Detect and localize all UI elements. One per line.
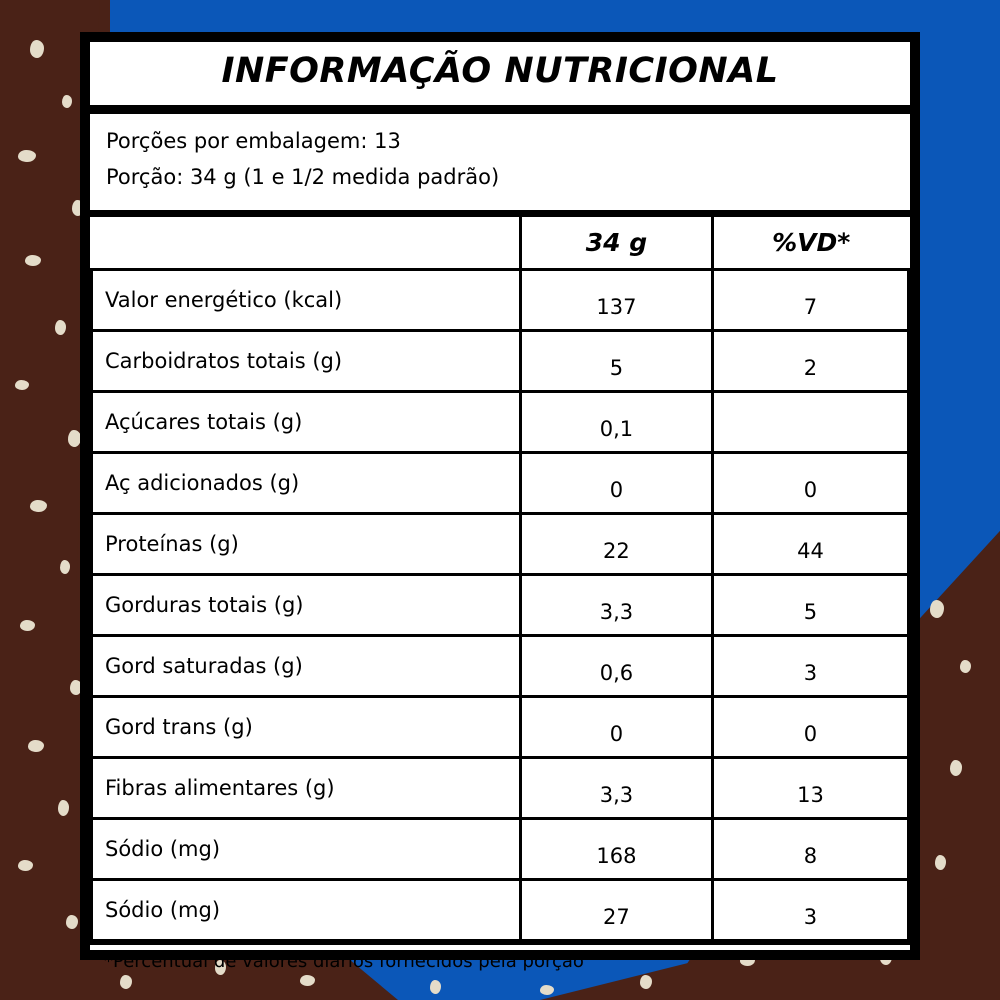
nutrient-amount: 0: [520, 696, 712, 757]
nutrition-table-wrapper: [90, 217, 910, 942]
nutrient-name: Sódio (mg): [92, 818, 521, 879]
nutrient-amount: 137: [520, 269, 712, 330]
nutrient-amount: 5: [520, 330, 712, 391]
nutrient-amount: 22: [520, 513, 712, 574]
nutrient-vd: [712, 391, 908, 452]
table-row: [92, 818, 909, 879]
table-row: [92, 879, 909, 940]
nutrient-vd: 44: [712, 513, 908, 574]
nutrient-vd: 7: [712, 269, 908, 330]
servings-per-package: Porções por embalagem: 13: [106, 129, 401, 153]
nutrient-name: Carboidratos totais (g): [92, 330, 521, 391]
nutrient-vd: 8: [712, 818, 908, 879]
nutrient-name: Valor energético (kcal): [92, 269, 521, 330]
footnote: *Percentual de valores diários fornecidos pela porção: [90, 942, 910, 980]
column-header-amount: 34 g: [520, 217, 712, 269]
nutrient-vd: 0: [712, 696, 908, 757]
table-row: [92, 513, 909, 574]
table-row: [92, 635, 909, 696]
nutrition-facts-label: [80, 32, 920, 972]
nutrient-vd: 2: [712, 330, 908, 391]
page-title: INFORMAÇÃO NUTRICIONAL: [221, 51, 779, 91]
nutrient-amount: 3,3: [520, 757, 712, 818]
nutrient-vd: 3: [712, 879, 908, 940]
nutrient-name: Gorduras totais (g): [92, 574, 521, 635]
nutrient-amount: 3,3: [520, 574, 712, 635]
column-header-nutrient: [92, 217, 521, 269]
nutrient-amount: 0,6: [520, 635, 712, 696]
table-row: [92, 269, 909, 330]
nutrient-amount: 0,1: [520, 391, 712, 452]
nutrient-name: Proteínas (g): [92, 513, 521, 574]
column-header-vd: %VD*: [712, 217, 908, 269]
nutrient-vd: 3: [712, 635, 908, 696]
label-title-row: [90, 42, 910, 114]
nutrient-vd: 5: [712, 574, 908, 635]
nutrition-table: [90, 217, 910, 942]
table-row: [92, 757, 909, 818]
table-row: [92, 452, 909, 513]
table-row: [92, 696, 909, 757]
nutrient-name: Aç adicionados (g): [92, 452, 521, 513]
nutrient-name: Açúcares totais (g): [92, 391, 521, 452]
nutrient-name: Gord saturadas (g): [92, 635, 521, 696]
nutrient-name: Sódio (mg): [92, 879, 521, 940]
table-row: [92, 574, 909, 635]
serving-size: Porção: 34 g (1 e 1/2 medida padrão): [106, 165, 500, 189]
nutrient-amount: 27: [520, 879, 712, 940]
table-row: [92, 391, 909, 452]
nutrient-name: Gord trans (g): [92, 696, 521, 757]
table-header-row: [92, 217, 909, 269]
nutrient-vd: 0: [712, 452, 908, 513]
nutrient-vd: 13: [712, 757, 908, 818]
nutrient-amount: 168: [520, 818, 712, 879]
nutrient-name: Fibras alimentares (g): [92, 757, 521, 818]
nutrient-amount: 0: [520, 452, 712, 513]
serving-info-block: [90, 114, 910, 217]
table-row: [92, 330, 909, 391]
